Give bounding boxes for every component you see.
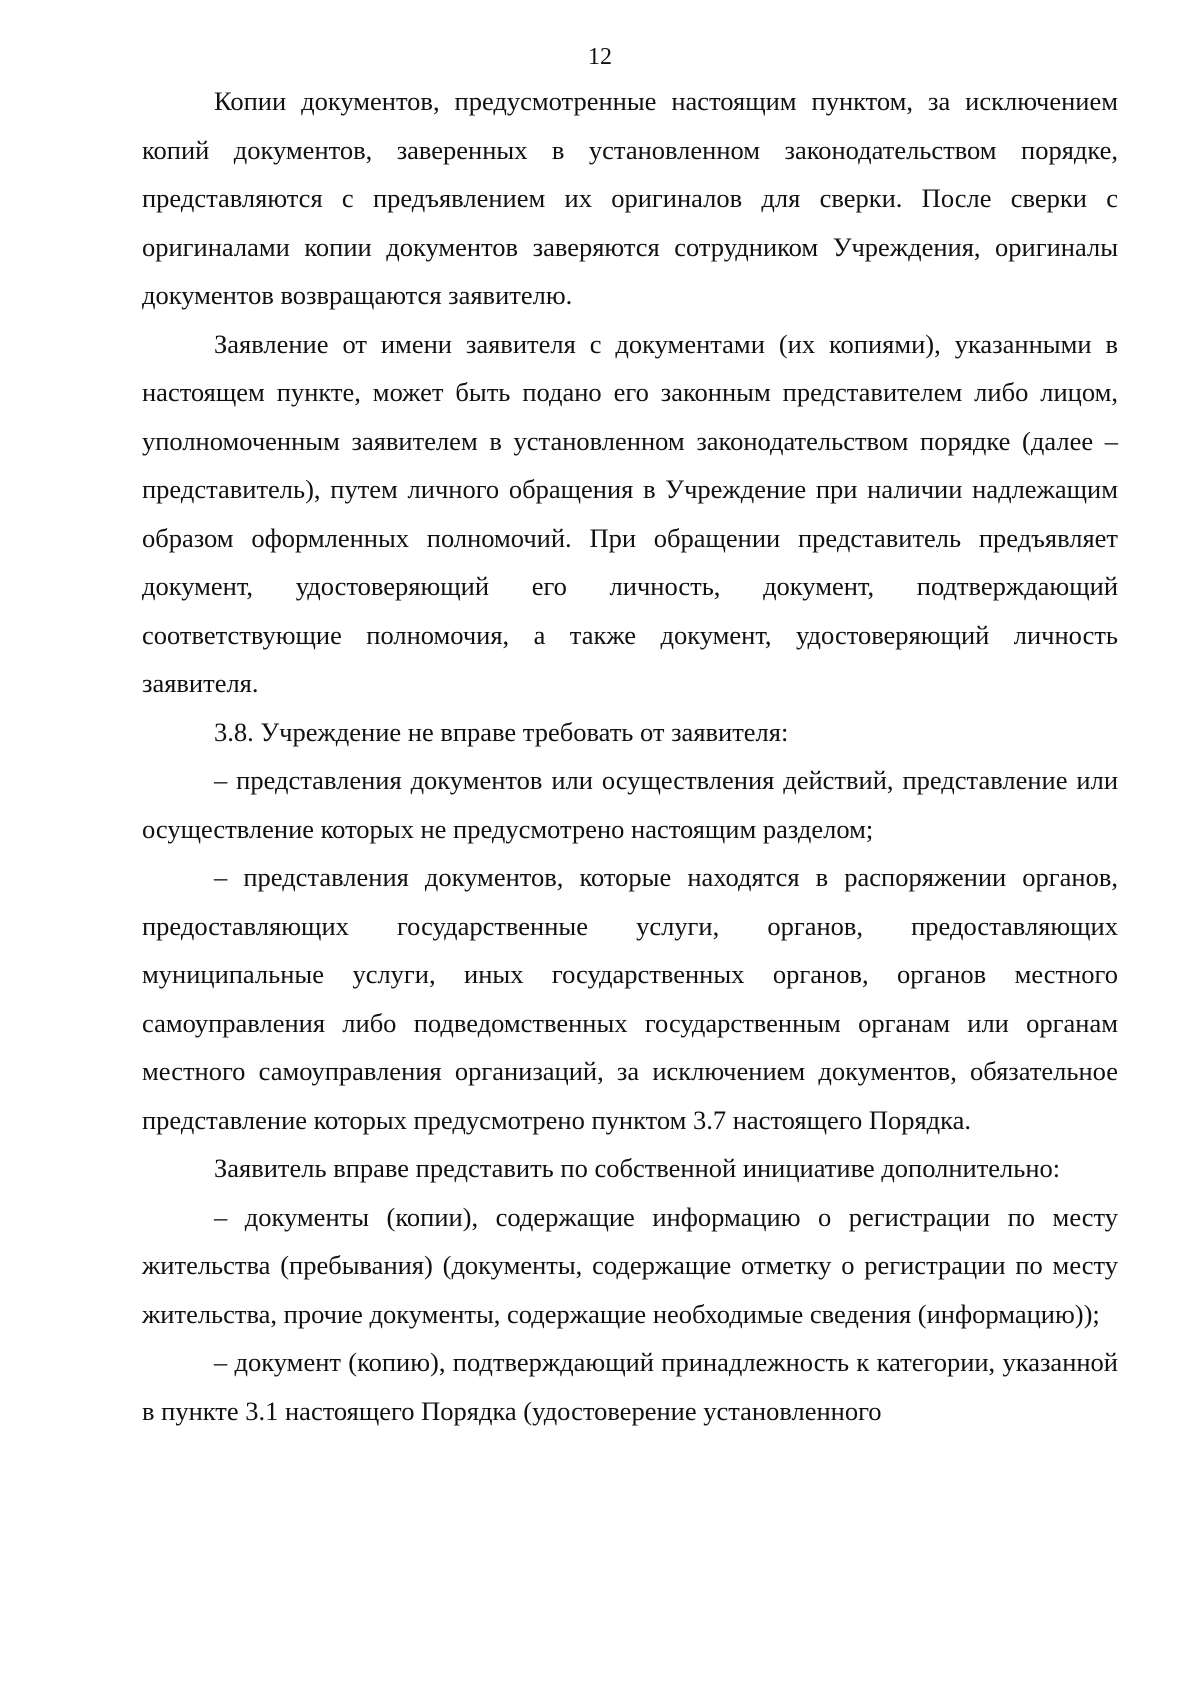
list-item-registration-documents: – документы (копии), содержащие информацию о регистрации по месту жительства (пребывания) (документы, содержащие отметку о регистрации по месту жительства, прочие документы, содержащие необходимые сведения (информацию)); [142,1201,1118,1329]
list-item-documents-in-possession: – представления документов, которые находятся в распоряжении органов, предоставляющих государственные услуги, органов, предоставляющих муниципальные услуги, иных государственных органов, органов местного самоуправления либо подведомственных государственным органам или органам местного самоуправления организаций, за исключением документов, обязательное представление которых предусмотрено пунктом 3.7 настоящего Порядка. [142,862,1118,1135]
paragraph-applicant-initiative: Заявитель вправе представить по собственной инициативе дополнительно: [214,1153,1061,1183]
paragraph-representative: Заявление от имени заявителя с документами (их копиями), указанными в настоящем пункте, может быть подано его законным представителем либо лицом, уполномоченным заявителем в установленном законодательством порядке (далее – представитель), путем личного обращения в Учреждение при наличии надлежащим образом оформленных полномочий. При обращении представитель предъявляет документ, удостоверяющий его личность, документ, подтверждающий соответствующие полномочия, а также документ, удостоверяющий личность заявителя. [142,328,1118,698]
paragraph-section-3-8: 3.8. Учреждение не вправе требовать от заявителя: [214,716,789,747]
list-item-actions: – представления документов или осуществления действий, представление или осуществление которых не предусмотрено настоящим разделом; [142,765,1118,844]
paragraph-copies-verification: Копии документов, предусмотренные настоящим пунктом, за исключением копий документов, заверенных в установленном законодательством порядке, представляются с предъявлением их оригиналов для сверки. После сверки с оригиналами копии документов заверяются сотрудником Учреждения, оригиналы документов возвращаются заявителю. [142,86,1118,310]
document-body [142,77,1118,1435]
page-number: 12 [588,44,612,70]
list-item-category-document: – документ (копию), подтверждающий принадлежность к категории, указанной в пункте 3.1 настоящего Порядка (удостоверение установленного [142,1347,1118,1426]
